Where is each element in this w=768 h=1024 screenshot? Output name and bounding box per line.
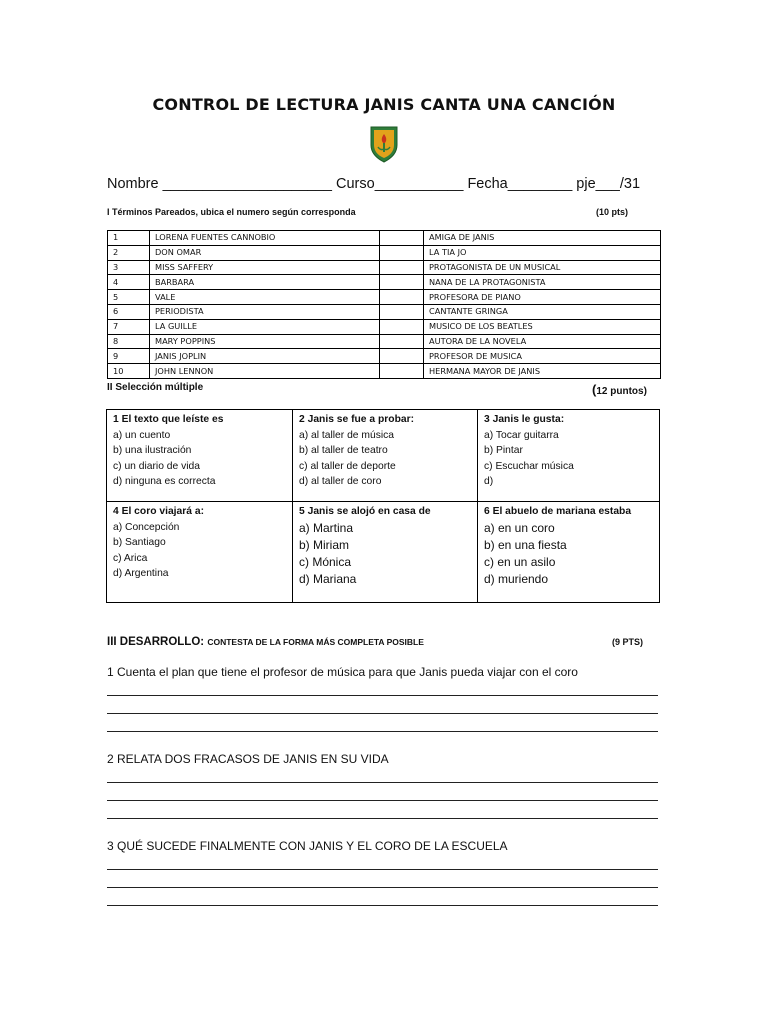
mc-option[interactable]: d) ninguna es correcta (113, 476, 216, 487)
mc-option[interactable]: a) Tocar guitarra (484, 429, 559, 441)
dev-question-3: 3 QUÉ SUCEDE FINALMENTE CON JANIS Y EL CORO DE LA ESCUELA (107, 839, 508, 853)
answer-line[interactable] (107, 818, 658, 819)
row-definition: NANA DE LA PROTAGONISTA (424, 275, 661, 290)
row-term: MISS SAFFERY (150, 260, 380, 275)
mc-option[interactable]: d) (484, 476, 494, 487)
mc-question-2-text: 2 Janis se fue a probar: (299, 414, 415, 425)
row-definition: CANTANTE GRINGA (424, 304, 661, 319)
table-row (108, 349, 661, 364)
row-answer-box[interactable] (380, 231, 424, 246)
mc-question-3-text: 3 Janis le gusta: (484, 414, 565, 425)
mc-option[interactable]: c) al taller de deporte (299, 460, 396, 472)
row-answer-box[interactable] (380, 290, 424, 305)
table-row (108, 260, 661, 275)
mc-question-5 (293, 502, 477, 602)
curso-field[interactable]: ___________ (374, 176, 464, 192)
mc-question-1 (107, 410, 292, 501)
mc-option[interactable]: a) al taller de música (299, 429, 394, 441)
table-row (108, 275, 661, 290)
section2-points-text: 12 puntos) (596, 386, 647, 397)
mc-option[interactable]: c) Arica (113, 552, 148, 564)
table-row (108, 319, 661, 334)
table-row (108, 245, 661, 260)
mc-option[interactable]: a) Concepción (113, 521, 180, 533)
curso-label: Curso (336, 176, 375, 192)
mc-option[interactable]: b) una ilustración (113, 445, 192, 456)
matching-table (107, 230, 661, 379)
row-term: JOHN LENNON (150, 364, 380, 379)
row-term: JANIS JOPLIN (150, 349, 380, 364)
row-definition: LA TIA JO (424, 245, 661, 260)
mc-question-6 (478, 502, 660, 602)
row-answer-box[interactable] (380, 334, 424, 349)
row-answer-box[interactable] (380, 245, 424, 260)
section2-points (592, 382, 647, 397)
row-number: 6 (108, 304, 150, 319)
answer-line[interactable] (107, 887, 658, 888)
pje-label: pje (576, 176, 596, 192)
answer-line[interactable] (107, 782, 658, 783)
fecha-field[interactable]: ________ (507, 176, 573, 192)
mc-option[interactable]: b) al taller de teatro (299, 445, 388, 456)
mc-option[interactable]: a) un cuento (113, 429, 171, 441)
section3-title (107, 636, 424, 648)
row-term: MARY POPPINS (150, 334, 380, 349)
mc-option[interactable]: b) Santiago (113, 537, 166, 548)
school-crest-icon (369, 125, 399, 163)
row-number: 1 (108, 231, 150, 246)
nombre-label: Nombre (107, 176, 159, 192)
row-term: VALE (150, 290, 380, 305)
row-answer-box[interactable] (380, 349, 424, 364)
mc-option[interactable]: b) Pintar (484, 445, 523, 456)
answer-line[interactable] (107, 905, 658, 906)
answer-line[interactable] (107, 731, 658, 732)
row-number: 7 (108, 319, 150, 334)
row-definition: AUTORA DE LA NOVELA (424, 334, 661, 349)
row-definition: PROTAGONISTA DE UN MUSICAL (424, 260, 661, 275)
row-definition: HERMANA MAYOR DE JANIS (424, 364, 661, 379)
answer-line[interactable] (107, 695, 658, 696)
answer-line[interactable] (107, 800, 658, 801)
section3-subtitle: CONTESTA DE LA FORMA MÁS COMPLETA POSIBLE (207, 637, 424, 647)
row-number: 9 (108, 349, 150, 364)
mc-question-4-text: 4 El coro viajará a: (113, 506, 205, 517)
table-row (108, 334, 661, 349)
mc-option[interactable]: b) Miriam (299, 537, 349, 552)
answer-line[interactable] (107, 713, 658, 714)
table-row (108, 364, 661, 379)
row-term: PERIODISTA (150, 304, 380, 319)
row-number: 4 (108, 275, 150, 290)
dev-question-1: 1 Cuenta el plan que tiene el profesor de música para que Janis pueda viajar con el coro (107, 665, 578, 679)
answer-line[interactable] (107, 869, 658, 870)
row-term: LORENA FUENTES CANNOBIO (150, 231, 380, 246)
pje-field[interactable]: ___ (595, 176, 620, 192)
mc-question-1-text: 1 El texto que leíste es (113, 414, 224, 425)
mc-option[interactable]: c) un diario de vida (113, 460, 201, 472)
row-answer-box[interactable] (380, 275, 424, 290)
table-row (108, 290, 661, 305)
page-title: CONTROL DE LECTURA JANIS CANTA UNA CANCIÓN (152, 95, 616, 114)
fecha-label: Fecha (467, 176, 508, 192)
mc-option[interactable]: d) muriendo (484, 571, 549, 586)
row-definition: MUSICO DE LOS BEATLES (424, 319, 661, 334)
section2-title: II Selección múltiple (107, 382, 204, 393)
mc-option[interactable]: c) Escuchar música (484, 460, 574, 472)
row-definition: PROFESORA DE PIANO (424, 290, 661, 305)
table-row (108, 304, 661, 319)
row-number: 3 (108, 260, 150, 275)
mc-option[interactable]: d) Argentina (113, 568, 169, 579)
row-definition: PROFESOR DE MUSICA (424, 349, 661, 364)
row-definition: AMIGA DE JANIS (424, 231, 661, 246)
row-term: LA GUILLE (150, 319, 380, 334)
table-row (108, 231, 661, 246)
mc-option[interactable]: b) en una fiesta (484, 537, 567, 552)
section1-title: I Términos Pareados, ubica el numero según corresponda (107, 207, 356, 217)
student-info-line (107, 176, 640, 192)
nombre-field[interactable]: _____________________ (162, 176, 332, 192)
dev-question-2: 2 RELATA DOS FRACASOS DE JANIS EN SU VIDA (107, 752, 389, 766)
section3-heading: III DESARROLLO: (107, 636, 205, 648)
mc-option[interactable]: c) Mónica (299, 554, 352, 569)
mc-option[interactable]: a) Martina (299, 520, 354, 535)
row-term: BARBARA (150, 275, 380, 290)
row-answer-box[interactable] (380, 319, 424, 334)
pje-total: /31 (619, 176, 641, 192)
mc-question-2 (293, 410, 477, 501)
section2-points-paren: ( (592, 382, 597, 397)
mc-question-4 (107, 502, 292, 602)
row-answer-box[interactable] (380, 260, 424, 275)
mc-question-3 (478, 410, 660, 501)
mc-question-6-text: 6 El abuelo de mariana estaba (484, 506, 632, 517)
section3-points: (9 PTS) (612, 637, 644, 647)
row-number: 10 (108, 364, 150, 379)
row-number: 2 (108, 245, 150, 260)
mc-option[interactable]: d) al taller de coro (299, 476, 382, 487)
row-number: 5 (108, 290, 150, 305)
mc-option[interactable]: d) Mariana (299, 571, 357, 586)
row-answer-box[interactable] (380, 304, 424, 319)
mc-option[interactable]: a) en un coro (484, 520, 555, 535)
row-answer-box[interactable] (380, 364, 424, 379)
mc-question-5-text: 5 Janis se alojó en casa de (299, 506, 431, 517)
mc-option[interactable]: c) en un asilo (484, 554, 556, 569)
row-term: DON OMAR (150, 245, 380, 260)
multiple-choice-grid (106, 409, 660, 603)
section1-points: (10 pts) (596, 207, 629, 217)
row-number: 8 (108, 334, 150, 349)
